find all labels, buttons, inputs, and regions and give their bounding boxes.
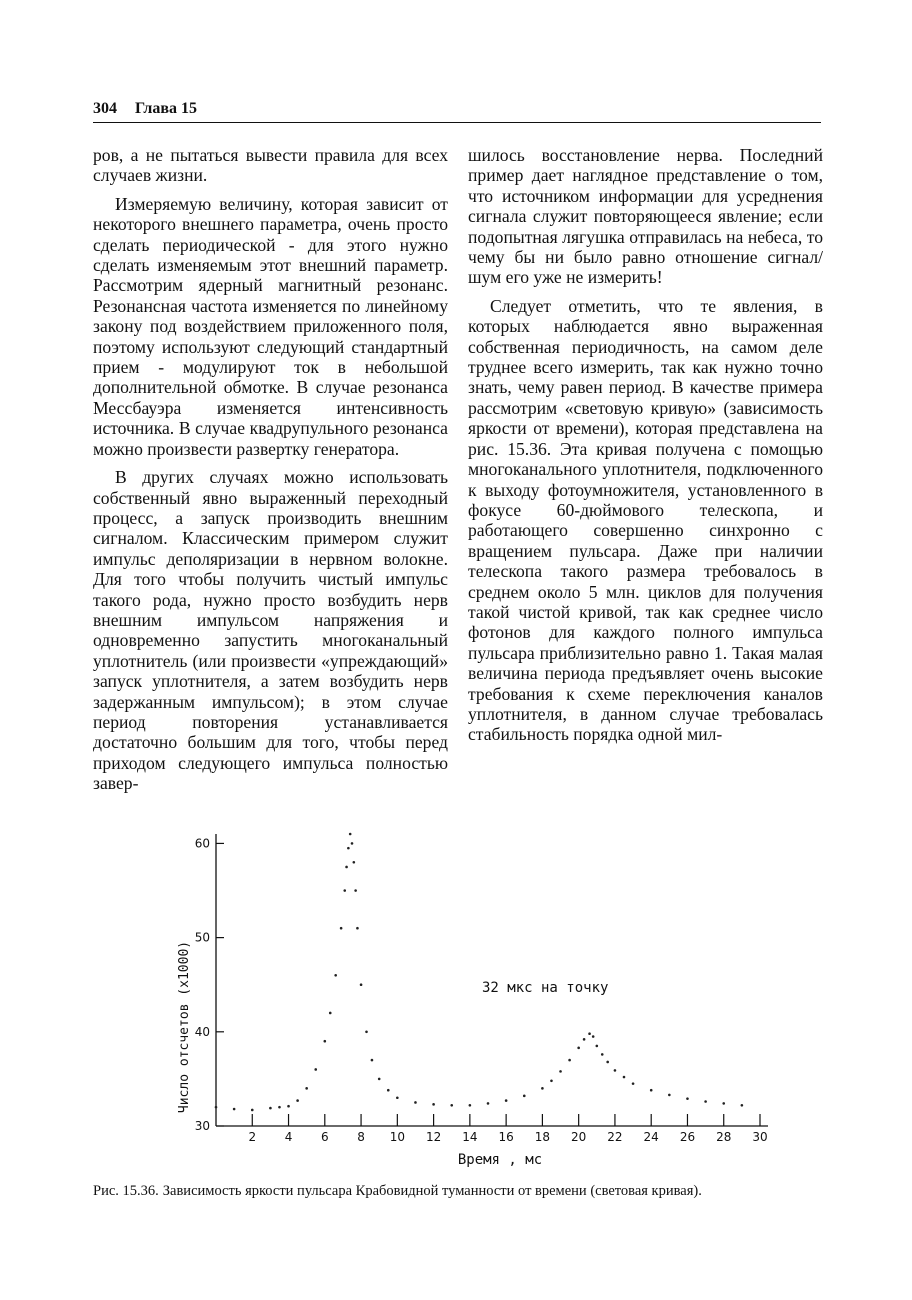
data-point <box>343 889 346 892</box>
data-point <box>414 1101 417 1104</box>
data-point <box>559 1070 562 1073</box>
data-point <box>487 1102 490 1105</box>
left-paragraph-3: В других случаях можно использовать собственный явно выраженный переходный процесс, а запуск производить внешним сигналом. Классическим примером служит импульс деполяризации в нервном волокне. Для того чтобы получить чистый импульс такого рода, нужно просто возбудить нерв внешним импульсом напряжения и одновременно запустить многоканальный уплотнитель (или произвести «упреждающий» запуск уплотнителя, а затем возбудить нерв задержанным импульсом); в этом случае период повторения устанавливается достаточно большим для того, чтобы перед приходом следующего импульса полностью завер- <box>93 467 448 794</box>
x-tick-label: 6 <box>320 1130 329 1144</box>
data-point <box>541 1087 544 1090</box>
data-point <box>523 1095 526 1098</box>
y-tick-label: 40 <box>194 1024 210 1039</box>
data-point <box>632 1082 635 1085</box>
caption-label: Рис. 15.36. <box>93 1183 159 1199</box>
data-point <box>686 1097 689 1100</box>
data-point <box>314 1068 317 1071</box>
x-tick-label: 22 <box>607 1130 623 1144</box>
x-tick-label: 26 <box>679 1130 696 1144</box>
data-point <box>354 889 357 892</box>
data-point <box>329 1012 332 1015</box>
light-curve-chart <box>170 830 780 1170</box>
data-point <box>396 1096 399 1099</box>
data-point <box>324 1040 327 1043</box>
x-tick-label: 12 <box>425 1130 442 1144</box>
x-tick-label: 18 <box>534 1130 551 1144</box>
data-point <box>215 1106 218 1109</box>
caption-text: Зависимость яркости пульсара Крабовидной туманности от времени (световая кривая). <box>162 1183 702 1199</box>
x-tick-label: 28 <box>716 1130 732 1144</box>
data-point <box>345 866 348 869</box>
x-axis-label: Время , мс <box>457 1152 543 1168</box>
data-point <box>550 1079 553 1082</box>
data-point <box>741 1104 744 1107</box>
x-tick-label: 4 <box>284 1130 293 1144</box>
data-point <box>269 1107 272 1110</box>
data-point <box>371 1059 374 1062</box>
data-point <box>469 1104 472 1107</box>
data-point <box>704 1100 707 1103</box>
data-point <box>577 1047 580 1050</box>
data-point <box>334 974 337 977</box>
data-point <box>583 1038 586 1041</box>
data-point <box>251 1109 254 1112</box>
right-paragraph-2: Следует отметить, что те явления, в которых наблюдается явно выраженная собственная периодичность, на самом деле труднее всего измерить, так как нужно точно знать, чему равен период. В качестве примера рассмотрим «световую кривую» (зависимость яркости от времени), которая представлена на рис. 15.36. Эта кривая получена с помощью многоканального уплотнителя, подключенного к выходу фотоумножителя, установленного в фокусе 60-дюймового телескопа, и работающего совершенно синхронно с вращением пульсара. Даже при наличии телескопа такого размера требовалось в среднем около 5 млн. циклов для получения такой чистой кривой, так как среднее число фотонов для каждого полного импульса пульсара приблизительно равно 1. Такая малая величина периода предъявляет очень высокие требования к схеме переключения каналов уплотнителя, в данном случае требовалась стабильность порядка одной мил- <box>468 295 823 745</box>
data-point <box>668 1094 671 1097</box>
right-paragraph-1: шилось восстановление нерва. Последний пример дает наглядное представление о том, что источником информации для усреднения сигнала служит повторяющееся явление; если подопытная лягушка отправилась на небеса, то чему бы ни было равно отношение сигнал/шум его уже не измерить! <box>468 145 823 288</box>
data-point <box>614 1069 617 1072</box>
left-paragraph-1: ров, а не пытаться вывести правила для всех случаев жизни. <box>93 145 448 186</box>
data-point <box>305 1087 308 1090</box>
figure-caption <box>93 1182 821 1200</box>
x-tick-label: 24 <box>643 1130 659 1144</box>
x-tick-label: 20 <box>571 1130 587 1144</box>
x-tick-label: 10 <box>389 1130 405 1144</box>
data-point <box>340 927 343 930</box>
data-point <box>650 1089 653 1092</box>
data-point <box>351 842 354 845</box>
data-point <box>601 1053 604 1056</box>
data-point <box>233 1108 236 1111</box>
left-column <box>93 145 448 794</box>
data-points <box>215 833 743 1112</box>
y-tick-label: 60 <box>194 836 210 851</box>
data-point <box>596 1045 599 1048</box>
x-tick-label: 8 <box>357 1130 365 1144</box>
chapter-title: Глава 15 <box>135 100 197 117</box>
data-point <box>365 1031 368 1034</box>
data-point <box>505 1099 508 1102</box>
page-number: 304 <box>93 100 117 117</box>
data-point <box>568 1059 571 1062</box>
data-point <box>606 1061 609 1064</box>
right-column <box>468 145 823 745</box>
running-header <box>93 100 821 123</box>
data-point <box>360 983 363 986</box>
y-axis-label: Число отсчетов (x1000) <box>177 940 192 1114</box>
data-point <box>722 1102 725 1105</box>
data-point <box>432 1103 435 1106</box>
data-point <box>347 847 350 850</box>
y-tick-label: 50 <box>194 930 210 945</box>
data-point <box>623 1076 626 1079</box>
data-point <box>378 1078 381 1081</box>
chart-annotation: 32 мкс на точку <box>482 980 609 996</box>
figure-light-curve <box>170 830 780 1170</box>
data-point <box>287 1105 290 1108</box>
data-point <box>278 1106 281 1109</box>
data-point <box>349 833 352 836</box>
data-point <box>450 1104 453 1107</box>
y-tick-label: 30 <box>194 1119 210 1133</box>
data-point <box>353 861 356 864</box>
x-tick-label: 2 <box>248 1130 257 1144</box>
x-tick-label: 16 <box>498 1130 514 1144</box>
data-point <box>592 1035 595 1038</box>
data-point <box>296 1099 299 1102</box>
data-point <box>356 927 359 930</box>
data-point <box>387 1089 390 1092</box>
left-paragraph-2: Измеряемую величину, которая зависит от некоторого внешнего параметра, очень просто сделать периодической - для этого нужно сделать изменяемым этот внешний параметр. Рассмотрим ядерный магнитный резонанс. Резонансная частота изменяется по линейному закону под воздействием приложенного поля, поэтому используют следующий стандартный прием - модулируют ток в небольшой дополнительной обмотке. В случае резонанса Мессбауэра изменяется интенсивность источника. В случае квадрупульного резонанса можно произвести развертку генератора. <box>93 193 448 459</box>
data-point <box>588 1032 591 1035</box>
x-tick-label: 14 <box>462 1130 478 1144</box>
x-tick-label: 30 <box>752 1130 768 1144</box>
